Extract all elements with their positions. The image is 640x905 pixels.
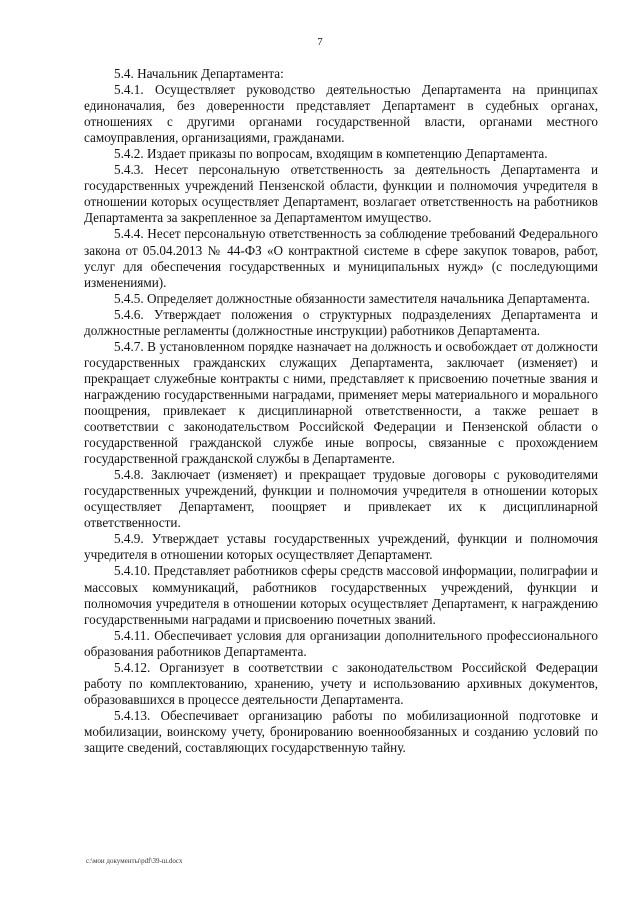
paragraph-5-4-10: 5.4.10. Представляет работников сферы средств массовой информации, полиграфии и массовых коммуникаций, работников государственных учреждений, функции и полномочия учредителя в отношении которых осуществляет Департамент, к награждению государственными наградами и присвоению почетных званий. bbox=[84, 563, 598, 627]
paragraph-5-4-11: 5.4.11. Обеспечивает условия для организации дополнительного профессионального образования работников Департамента. bbox=[84, 627, 598, 659]
paragraph-5-4-13: 5.4.13. Обеспечивает организацию работы по мобилизационной подготовке и мобилизации, воинскому учету, бронированию военнообязанных и созданию условий по защите сведений, составляющих государственную тайну. bbox=[84, 707, 598, 755]
paragraph-5-4-3: 5.4.3. Несет персональную ответственность за деятельность Департамента и государственных учреждений Пензенской области, функции и полномочия учредителя в отношении которых осуществляет Департамент, возлагает ответственность на работников Департамента за закрепленное за Департаментом имущество. bbox=[84, 162, 598, 226]
paragraph-5-4-12: 5.4.12. Организует в соответствии с законодательством Российской Федерации работу по комплектованию, хранению, учету и использованию архивных документов, образовавшихся в процессе деятельности Департамента. bbox=[84, 659, 598, 707]
paragraph-5-4-1: 5.4.1. Осуществляет руководство деятельностью Департамента на принципах единоначалия, без доверенности представляет Департамент в судебных органах, отношениях с другими органами государственной власти, органами местного самоуправления, организациями, гражданами. bbox=[84, 82, 598, 146]
paragraph-5-4-6: 5.4.6. Утверждает положения о структурных подразделениях Департамента и должностные регламенты (должностные инструкции) работников Департамента. bbox=[84, 306, 598, 338]
section-heading: 5.4. Начальник Департамента: bbox=[114, 66, 284, 81]
paragraph-5-4-2: 5.4.2. Издает приказы по вопросам, входящим в компетенцию Департамента. bbox=[114, 146, 548, 162]
paragraph-5-4-7: 5.4.7. В установленном порядке назначает на должность и освобождает от должности государственных гражданских служащих Департамента, заключает (изменяет) и прекращает служебные контракты с ними, представляет к присвоению почетные звания и награждению государственными наградами, применяет меры материального и морального поощрения, привлекает к дисциплинарной ответственности, а также решает в соответствии с законодательством Российской Федерации и Пензенской области о государственной гражданской службе иные вопросы, связанные с прохождением государственной гражданской службы в Департаменте. bbox=[84, 338, 598, 467]
document-body bbox=[84, 66, 598, 756]
paragraph-5-4-8: 5.4.8. Заключает (изменяет) и прекращает трудовые договоры с руководителями государственных учреждений, функции и полномочия учредителя в отношении которых осуществляет Департамент, поощряет и привлекает их к дисциплинарной ответственности. bbox=[84, 467, 598, 531]
footer-file-path: c:\мои документы\pdf\39-ш.docx bbox=[86, 857, 183, 865]
paragraph-5-4-4: 5.4.4. Несет персональную ответственность за соблюдение требований Федерального закона от 05.04.2013 № 44-ФЗ «О контрактной системе в сфере закупок товаров, работ, услуг для обеспечения государственных и муниципальных нужд» (с последующими изменениями). bbox=[84, 226, 598, 290]
paragraph-5-4-5: 5.4.5. Определяет должностные обязанности заместителя начальника Департамента. bbox=[114, 290, 590, 306]
page-number: 7 bbox=[317, 36, 323, 48]
paragraph-5-4-9: 5.4.9. Утверждает уставы государственных учреждений, функции и полномочия учредителя в отношении которых осуществляет Департамент. bbox=[84, 531, 598, 563]
